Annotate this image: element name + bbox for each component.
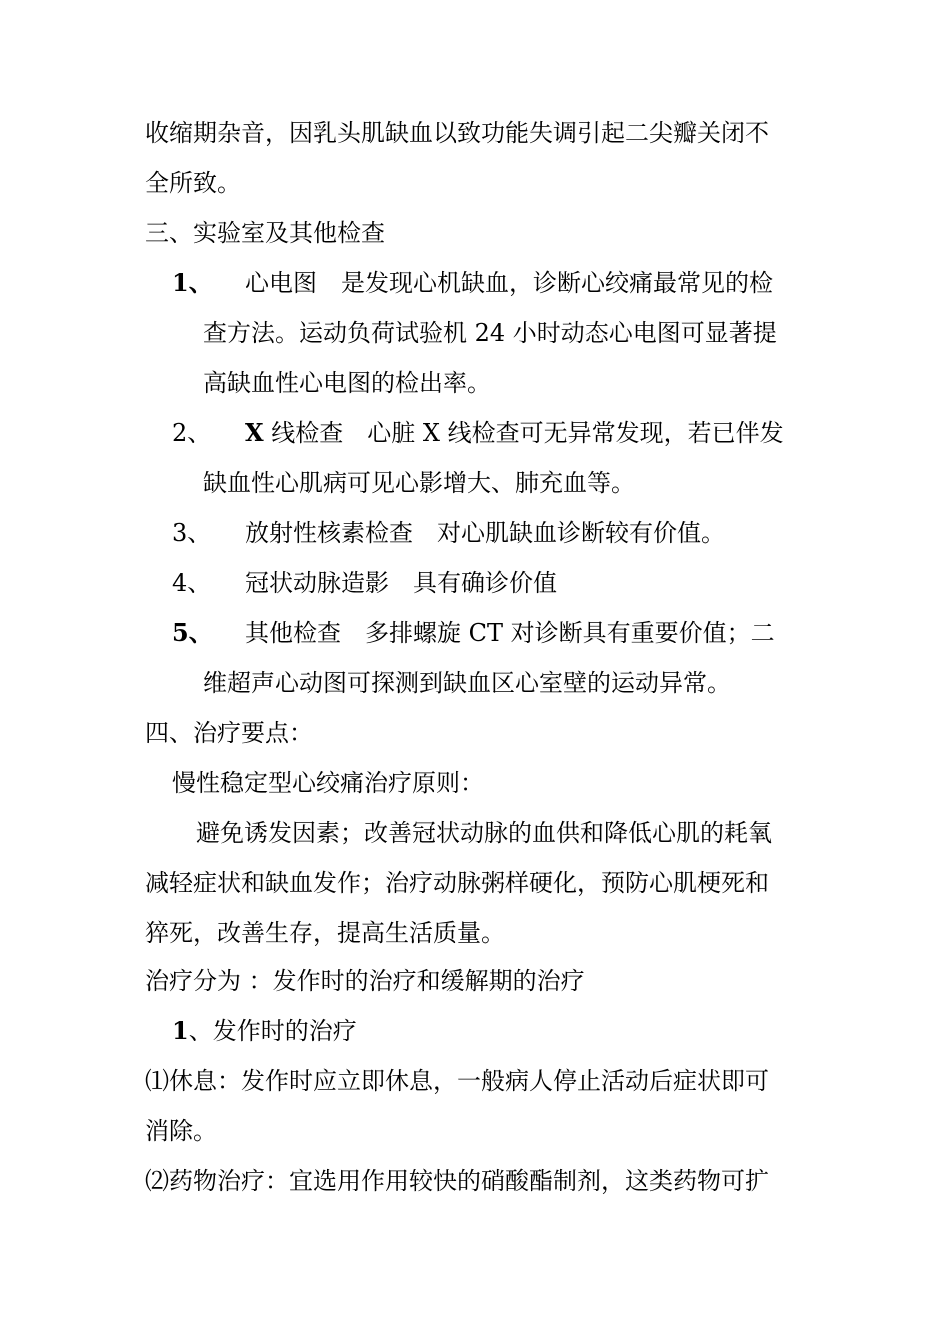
subheading: 1、发作时的治疗 [172,1016,357,1045]
text-line: 全所致。 [145,169,241,197]
list-item-text: 其他检查 多排螺旋 CT 对诊断具有重要价值；二 [245,619,775,647]
section-heading: 三、实验室及其他检查 [145,219,385,247]
text-line: 猝死，改善生存，提高生活质量。 [145,919,505,947]
list-item-number: 2、 [172,419,212,447]
list-item-text: 放射性核素检查 对心肌缺血诊断较有价值。 [245,519,725,547]
text-line: 消除。 [145,1117,217,1145]
list-item-number: 3、 [172,519,212,547]
list-item-text: 查方法。运动负荷试验机 24 小时动态心电图可显著提 [203,319,777,347]
section-heading: 四、治疗要点： [145,719,313,747]
text-line: 收缩期杂音，因乳头肌缺血以致功能失调引起二尖瓣关闭不 [145,119,769,147]
list-item-number: 4、 [172,569,212,597]
list-item-text: X 线检查 心脏 X 线检查可无异常发现，若已伴发 [245,418,784,447]
list-item-number: 1、 [172,268,213,297]
list-item-number: 5、 [172,618,213,647]
paragraph-title: 慢性稳定型心绞痛治疗原则： [172,769,484,797]
text-line: ⑴休息：发作时应立即休息，一般病人停止活动后症状即可 [145,1067,769,1095]
list-item-text: 心电图 是发现心机缺血，诊断心绞痛最常见的检 [245,269,773,297]
list-item-text: 冠状动脉造影 具有确诊价值 [245,569,557,597]
text-line: ⑵药物治疗：宜选用作用较快的硝酸酯制剂，这类药物可扩 [145,1167,769,1195]
text-line: 治疗分为 ：发作时的治疗和缓解期的治疗 [145,967,585,995]
list-item-text: 维超声心动图可探测到缺血区心室壁的运动异常。 [203,669,731,697]
text-line: 避免诱发因素；改善冠状动脉的血供和降低心肌的耗氧 [196,819,772,847]
list-item-text: 缺血性心肌病可见心影增大、肺充血等。 [203,469,635,497]
text-line: 减轻症状和缺血发作；治疗动脉粥样硬化，预防心肌梗死和 [145,869,769,897]
list-item-text: 高缺血性心电图的检出率。 [203,369,491,397]
